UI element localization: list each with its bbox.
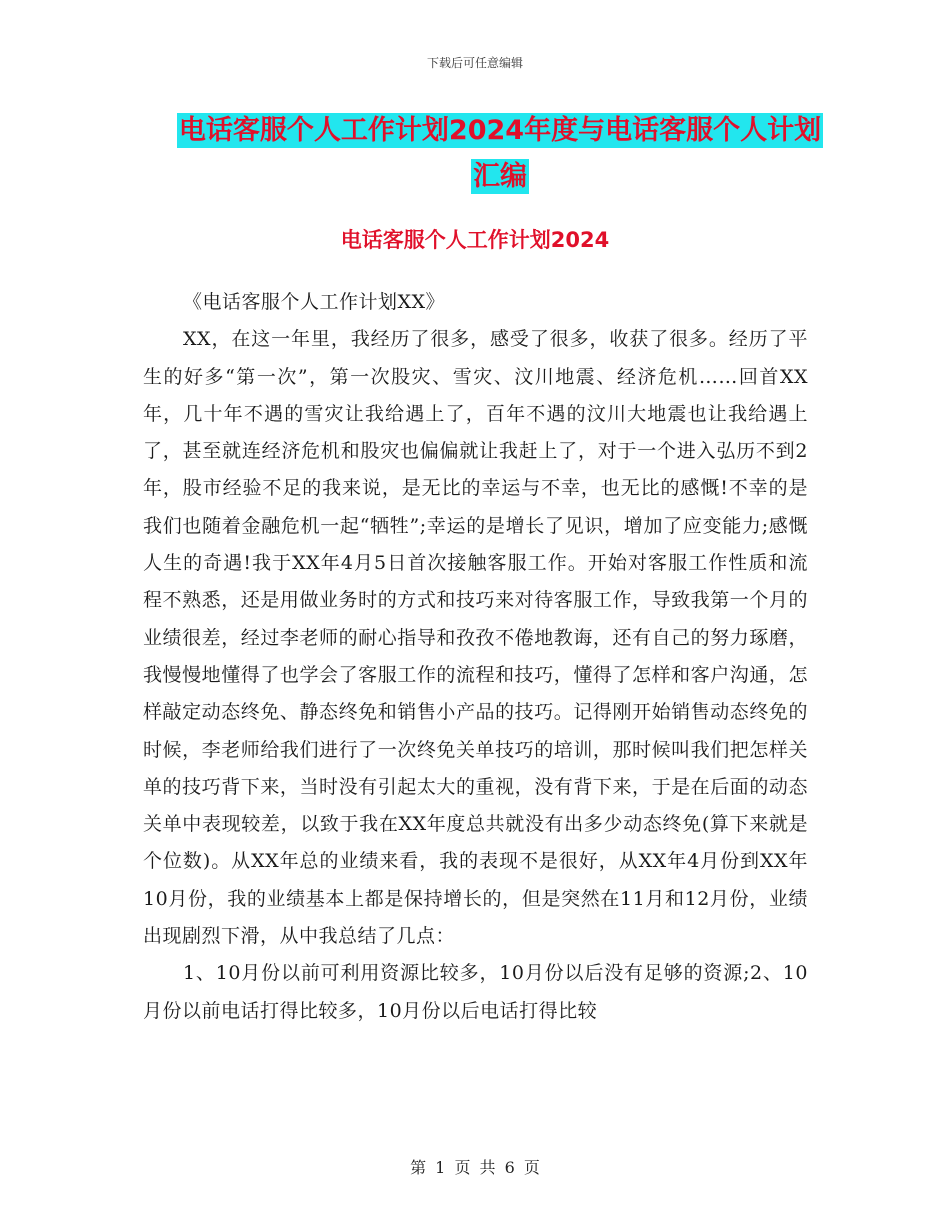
document-title (170, 108, 830, 200)
body-text (143, 284, 808, 1030)
document-title-text: 电话客服个人工作计划2024年度与电话客服个人计划汇编 (178, 115, 822, 192)
paragraph-main: XX，在这一年里，我经历了很多，感受了很多，收获了很多。经历了平生的好多“第一次”，第一次股灾、雪灾、汶川地震、经济危机……回首XX年，几十年不遇的雪灾让我给遇上了，百年不遇的汶川大地震也让我给遇上了，甚至就连经济危机和股灾也偏偏就让我赶上了，对于一个进入弘历不到2年，股市经验不足的我来说，是无比的幸运与不幸，也无比的感慨!不幸的是我们也随着金融危机一起“牺牲”;幸运的是增长了见识，增加了应变能力;感慨人生的奇遇!我于XX年4月5日首次接触客服工作。开始对客服工作性质和流程不熟悉，还是用做业务时的方式和技巧来对待客服工作，导致我第一个月的业绩很差，经过李老师的耐心指导和孜孜不倦地教诲，还有自己的努力琢磨，我慢慢地懂得了也学会了客服工作的流程和技巧，懂得了怎样和客户沟通，怎样敲定动态终免、静态终免和销售小产品的技巧。记得刚开始销售动态终免的时候，李老师给我们进行了一次终免关单技巧的培训，那时候叫我们把怎样关单的技巧背下来，当时没有引起太大的重视，没有背下来，于是在后面的动态关单中表现较差，以致于我在XX年度总共就没有出多少动态终免(算下来就是个位数)。从XX年总的业绩来看，我的表现不是很好，从XX年4月份到XX年10月份，我的业绩基本上都是保持增长的，但是突然在11月和12月份，业绩出现剧烈下滑，从中我总结了几点： (143, 328, 808, 948)
paragraph-points: 1、10月份以前可利用资源比较多，10月份以后没有足够的资源;2、10月份以前电话打得比较多，10月份以后电话打得比较 (143, 962, 808, 1022)
page-footer: 第 1 页 共 6 页 (410, 1158, 540, 1177)
paragraph-doc-name: 《电话客服个人工作计划XX》 (183, 291, 446, 313)
section-title: 电话客服个人工作计划2024 (340, 228, 610, 252)
header-note: 下载后可任意编辑 (426, 56, 523, 70)
